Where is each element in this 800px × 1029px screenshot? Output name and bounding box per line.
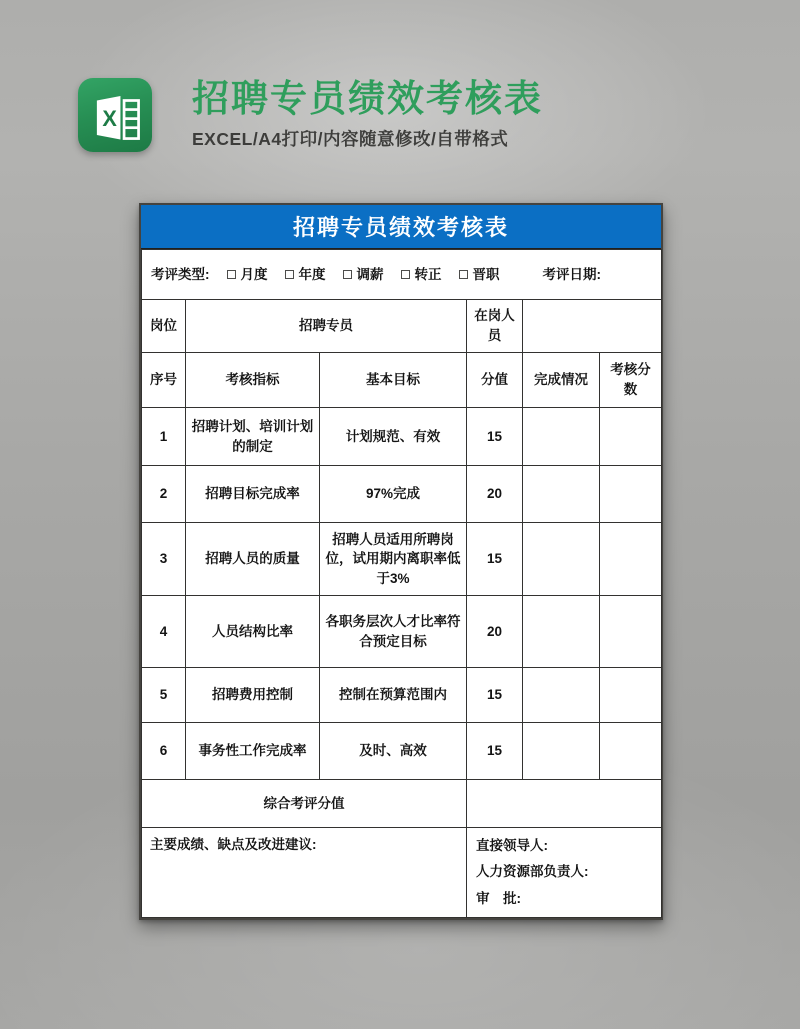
position-value: 招聘专员 bbox=[186, 300, 467, 353]
total-value-cell[interactable] bbox=[467, 780, 662, 828]
points-cell[interactable] bbox=[600, 466, 662, 523]
hero-header bbox=[78, 78, 543, 152]
completion-cell[interactable] bbox=[523, 408, 600, 466]
footer-row bbox=[142, 828, 662, 918]
col-header-completion: 完成情况 bbox=[523, 353, 600, 408]
row-no: 5 bbox=[142, 668, 186, 723]
row-score: 20 bbox=[467, 466, 523, 523]
form-title-bar: 招聘专员绩效考核表 bbox=[141, 205, 661, 249]
points-cell[interactable] bbox=[600, 523, 662, 596]
eval-type-option-label: 转正 bbox=[414, 266, 442, 282]
eval-type-row bbox=[142, 250, 662, 300]
row-target: 计划规范、有效 bbox=[320, 408, 467, 466]
row-score: 15 bbox=[467, 723, 523, 780]
checkbox-monthly-icon[interactable] bbox=[227, 270, 236, 279]
eval-type-option-label: 晋职 bbox=[472, 266, 500, 282]
points-cell[interactable] bbox=[600, 408, 662, 466]
excel-icon-glyph bbox=[86, 86, 144, 144]
eval-type-option-label: 年度 bbox=[298, 266, 326, 282]
checkbox-promotion-icon[interactable] bbox=[459, 270, 468, 279]
row-score: 15 bbox=[467, 523, 523, 596]
completion-cell[interactable] bbox=[523, 723, 600, 780]
eval-type-option-salary[interactable] bbox=[343, 265, 384, 285]
row-target: 招聘人员适用所聘岗位，试用期内离职率低于3% bbox=[320, 523, 467, 596]
staff-value-cell[interactable] bbox=[523, 300, 662, 353]
table-row bbox=[142, 466, 662, 523]
hero-text bbox=[192, 78, 543, 151]
table-row bbox=[142, 723, 662, 780]
eval-type-cell bbox=[142, 250, 662, 300]
eval-type-option-label: 调薪 bbox=[356, 266, 384, 282]
col-header-points: 考核分数 bbox=[600, 353, 662, 408]
checkbox-regular-icon[interactable] bbox=[401, 270, 410, 279]
row-no: 6 bbox=[142, 723, 186, 780]
remarks-cell[interactable]: 主要成绩、缺点及改进建议: bbox=[142, 828, 467, 918]
page-title: 招聘专员绩效考核表 bbox=[192, 78, 543, 119]
completion-cell[interactable] bbox=[523, 596, 600, 668]
row-target: 及时、高效 bbox=[320, 723, 467, 780]
row-indicator: 人员结构比率 bbox=[186, 596, 320, 668]
spreadsheet-page bbox=[139, 203, 663, 920]
completion-cell[interactable] bbox=[523, 523, 600, 596]
signature-line-approval: 审 批: bbox=[476, 890, 521, 906]
signature-line-hr: 人力资源部负责人: bbox=[476, 864, 589, 880]
eval-type-option-monthly[interactable] bbox=[227, 265, 268, 285]
table-row bbox=[142, 523, 662, 596]
row-target: 97%完成 bbox=[320, 466, 467, 523]
row-target: 各职务层次人才比率符合预定目标 bbox=[320, 596, 467, 668]
row-no: 4 bbox=[142, 596, 186, 668]
page-subtitle: EXCEL/A4打印/内容随意修改/自带格式 bbox=[192, 129, 509, 150]
completion-cell[interactable] bbox=[523, 466, 600, 523]
row-score: 20 bbox=[467, 596, 523, 668]
signature-line-leader: 直接领导人: bbox=[476, 838, 548, 853]
position-label: 岗位 bbox=[142, 300, 186, 353]
table-row bbox=[142, 668, 662, 723]
col-header-score: 分值 bbox=[467, 353, 523, 408]
eval-type-label: 考评类型: bbox=[151, 266, 210, 282]
table-row bbox=[142, 596, 662, 668]
row-target: 控制在预算范围内 bbox=[320, 668, 467, 723]
points-cell[interactable] bbox=[600, 668, 662, 723]
total-row bbox=[142, 780, 662, 828]
eval-type-option-promotion[interactable] bbox=[459, 265, 500, 285]
eval-type-option-label: 月度 bbox=[240, 266, 268, 282]
row-indicator: 事务性工作完成率 bbox=[186, 723, 320, 780]
col-header-indicator: 考核指标 bbox=[186, 353, 320, 408]
eval-date-label: 考评日期: bbox=[542, 266, 601, 282]
row-no: 1 bbox=[142, 408, 186, 466]
position-row bbox=[142, 300, 662, 353]
row-indicator: 招聘目标完成率 bbox=[186, 466, 320, 523]
points-cell[interactable] bbox=[600, 596, 662, 668]
row-no: 3 bbox=[142, 523, 186, 596]
col-header-no: 序号 bbox=[142, 353, 186, 408]
completion-cell[interactable] bbox=[523, 668, 600, 723]
checkbox-annual-icon[interactable] bbox=[285, 270, 294, 279]
row-no: 2 bbox=[142, 466, 186, 523]
col-header-target: 基本目标 bbox=[320, 353, 467, 408]
row-indicator: 招聘费用控制 bbox=[186, 668, 320, 723]
excel-icon bbox=[78, 78, 152, 152]
svg-text:X: X bbox=[102, 105, 117, 131]
checkbox-salary-icon[interactable] bbox=[343, 270, 352, 279]
row-indicator: 招聘人员的质量 bbox=[186, 523, 320, 596]
header-row bbox=[142, 353, 662, 408]
row-indicator: 招聘计划、培训计划的制定 bbox=[186, 408, 320, 466]
points-cell[interactable] bbox=[600, 723, 662, 780]
total-label: 综合考评分值 bbox=[142, 780, 467, 828]
signature-cell[interactable] bbox=[467, 828, 662, 918]
eval-type-option-regular[interactable] bbox=[401, 265, 442, 285]
table-row bbox=[142, 408, 662, 466]
row-score: 15 bbox=[467, 408, 523, 466]
row-score: 15 bbox=[467, 668, 523, 723]
eval-type-option-annual[interactable] bbox=[285, 265, 326, 285]
evaluation-table bbox=[141, 249, 662, 918]
staff-label: 在岗人员 bbox=[467, 300, 523, 353]
